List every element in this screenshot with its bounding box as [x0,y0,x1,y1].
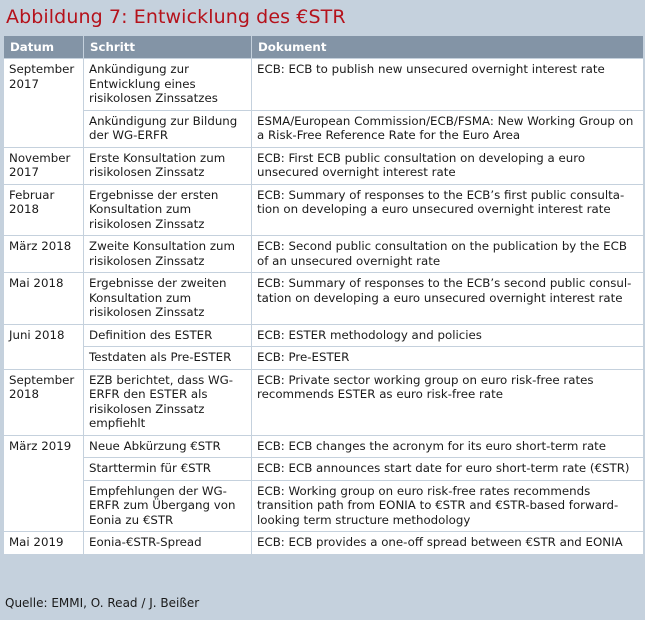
timeline-table [3,36,644,555]
table-row [4,347,644,370]
row-date: September 2017 [4,59,84,148]
row-document: ECB: Summary of responses to the ECB’s second public consultation on developing a euro unsecured overnight interest rate [252,273,644,325]
row-step: Erste Konsultation zum risikolosen Zinssatz [84,147,252,184]
row-step: Ergebnisse der ersten Konsultation zum risikolosen Zinssatz [84,184,252,236]
row-document: ECB: Working group on euro risk-free rates recommends transition path from EONIA to €STR and €STR-based forward-looking term structure methodology [252,480,644,532]
row-date: Mai 2019 [4,532,84,555]
table-row [4,110,644,147]
row-step: Eonia-€STR-Spread [84,532,252,555]
table-row [4,147,644,184]
table-row [4,184,644,236]
table-row [4,532,644,555]
row-step: Definition des ESTER [84,324,252,347]
table-row [4,324,644,347]
table-row [4,273,644,325]
row-step: Ankündigung zur Bildung der WG-ERFR [84,110,252,147]
row-document: ECB: First ECB public consultation on developing a euro unsecured overnight interest rate [252,147,644,184]
table-row [4,458,644,481]
row-step: Ergebnisse der zweiten Konsultation zum risikolosen Zinssatz [84,273,252,325]
row-date: Juni 2018 [4,324,84,369]
row-step: Testdaten als Pre-ESTER [84,347,252,370]
row-step: Neue Abkürzung €STR [84,435,252,458]
row-document: ESMA/European Commission/ECB/FSMA: New Working Group on a Risk-Free Reference Rate for the Euro Area [252,110,644,147]
row-document: ECB: ECB changes the acronym for its euro short-term rate [252,435,644,458]
row-step: Zweite Konsultation zum risikolosen Zinssatz [84,236,252,273]
header-dokument: Dokument [252,36,644,59]
row-document: ECB: Pre-ESTER [252,347,644,370]
table-row [4,236,644,273]
row-step: Ankündigung zur Entwicklung eines risikolosen Zinssatzes [84,59,252,111]
row-document: ECB: ESTER methodology and policies [252,324,644,347]
row-step: EZB berichtet, dass WG-ERFR den ESTER als risikolosen Zinssatz empfiehlt [84,369,252,435]
row-date: Februar 2018 [4,184,84,236]
row-step: Empfehlungen der WG-ERFR zum Übergang von Eonia zu €STR [84,480,252,532]
row-date: September 2018 [4,369,84,435]
row-document: ECB: ECB to publish new unsecured overnight interest rate [252,59,644,111]
row-step: Starttermin für €STR [84,458,252,481]
table-row [4,435,644,458]
table-row [4,480,644,532]
row-date: März 2019 [4,435,84,532]
table-row [4,369,644,435]
figure-title: Abbildung 7: Entwicklung des €STR [6,6,346,28]
row-document: ECB: Second public consultation on the publication by the ECB of an unsecured overnight rate [252,236,644,273]
row-document: ECB: Private sector working group on euro risk-free rates recommends ESTER as euro risk-free rate [252,369,644,435]
header-schritt: Schritt [84,36,252,59]
header-datum: Datum [4,36,84,59]
source-note: Quelle: EMMI, O. Read / J. Beißer [5,596,200,610]
row-document: ECB: ECB provides a one-off spread between €STR and EONIA [252,532,644,555]
row-date: März 2018 [4,236,84,273]
row-date: November 2017 [4,147,84,184]
table-header-row [4,36,644,59]
row-date: Mai 2018 [4,273,84,325]
row-document: ECB: Summary of responses to the ECB’s first public consultation on developing a euro unsecured overnight interest rate [252,184,644,236]
row-document: ECB: ECB announces start date for euro short-term rate (€STR) [252,458,644,481]
table-row [4,59,644,111]
